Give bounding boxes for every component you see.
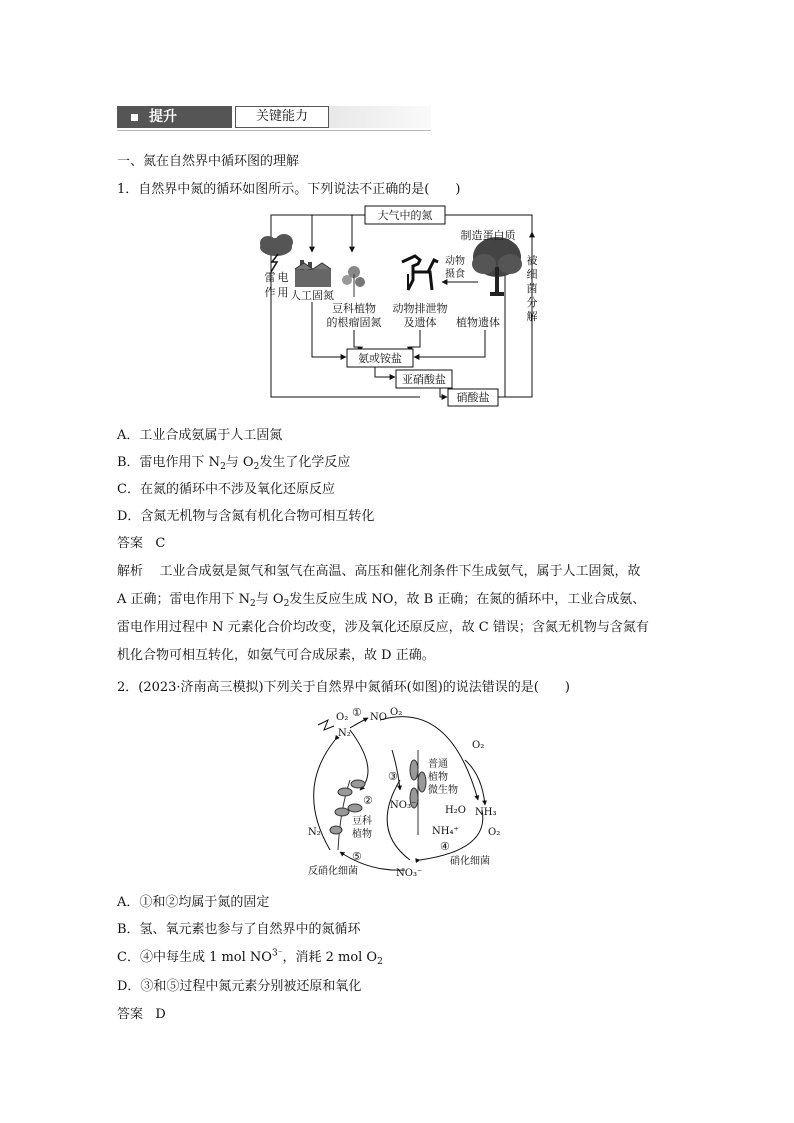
fig2-n2-left: N₂ — [308, 827, 321, 838]
legume-label-1: 豆科植物 — [332, 302, 376, 315]
excretion-label-1: 动物排泄物 — [392, 302, 448, 315]
fig2-normal-plant-2: 植物 — [428, 772, 448, 783]
excretion-label-2: 及遗体 — [403, 316, 437, 329]
bacteria-label-1: 被 — [526, 254, 538, 267]
bacteria-label-2: 细 — [526, 268, 538, 281]
fig2-h2o: H₂O — [445, 805, 466, 816]
q2-option-b: B．氢、氧元素也参与了自然界中的氮循环 — [117, 922, 361, 937]
banner-label: 关键能力 — [235, 106, 329, 128]
fig2-legume-2: 植物 — [352, 829, 372, 840]
banner-tag — [117, 106, 232, 128]
legume-plant-icon — [342, 266, 365, 297]
plant-remains-label: 植物遗体 — [456, 316, 500, 329]
bacteria-label-5: 解 — [526, 310, 538, 323]
fig2-microbe: 微生物 — [428, 785, 458, 796]
lightning-label-3: 作 — [264, 286, 276, 299]
section-banner — [117, 106, 431, 130]
q1-analysis-line-1: 解析 工业合成氨是氮气和氢气在高温、高压和催化剂条件下生成氨气，属于人工固氮，故 — [117, 564, 641, 579]
fig2-c4: ④ — [440, 840, 450, 853]
q1-option-b: B．雷电作用下 $N_2$与 $O_2$发生了化学反应 — [117, 455, 351, 472]
fig2-no3-left: NO₃⁻ — [390, 800, 417, 811]
factory-icon — [295, 260, 331, 287]
lightning-label-1: 雷 — [264, 271, 276, 284]
fig2-nh3: NH₃ — [475, 807, 497, 818]
q2-option-a: A．①和②均属于氮的固定 — [117, 895, 270, 910]
fig2-no-top: NO — [370, 712, 387, 723]
lightning-label-4: 用 — [277, 286, 289, 299]
fig2-nh4: NH₄⁺ — [432, 826, 459, 837]
q1-analysis-line-2: A 正确；雷电作用下 $N_2$与 $O_2$发生反应生成 NO，故 B 正确；在氮的循环中，工业合成氨、 — [117, 592, 646, 609]
protein-label: 制造蛋白质 — [460, 229, 516, 242]
fig2-denitrifying: 反硝化细菌 — [308, 866, 358, 877]
square-bullet-icon — [131, 114, 138, 121]
tree-icon — [472, 237, 522, 294]
q2-answer: 答案 D — [117, 1007, 166, 1022]
fig2-o2-top: O₂ — [336, 712, 349, 723]
bacteria-label-3: 菌 — [526, 282, 538, 295]
q1-answer: 答案 C — [117, 536, 166, 551]
q1-option-c: C．在氮的循环中不涉及氧化还原反应 — [117, 482, 335, 497]
bacteria-label-4: 分 — [526, 296, 538, 309]
fig2-legume-1: 豆科 — [352, 816, 372, 827]
fig2-c2: ② — [363, 794, 373, 807]
industrial-fixation-label: 人工固氮 — [290, 289, 334, 302]
q1-stem: 1．自然界中氮的循环如图所示。下列说法不正确的是( ) — [117, 182, 461, 197]
lightning-cloud-icon — [260, 234, 293, 272]
animal-eat-label-1: 动物 — [445, 256, 465, 267]
animal-eat-label-2: 摄食 — [445, 269, 465, 280]
atmosphere-label: 大气中的氮 — [377, 209, 433, 222]
q1-option-a: A．工业合成氨属于人工固氮 — [117, 428, 283, 443]
nitrogen-cycle-figure-2 — [300, 700, 510, 880]
horse-icon — [402, 256, 438, 290]
fig2-c3: ③ — [388, 770, 398, 783]
q2-option-d: D．③和⑤过程中氮元素分别被还原和氧化 — [117, 979, 362, 994]
legume-label-2: 的根瘤固氮 — [326, 316, 382, 329]
fig2-c5: ⑤ — [352, 850, 362, 863]
nitrite-label: 亚硝酸盐 — [402, 373, 446, 386]
q1-analysis-line-3: 雷电作用过程中 N 元素化合价均改变，涉及氧化还原反应，故 C 错误；含氮无机物与含氮有 — [117, 620, 649, 635]
normal-plant-icon — [410, 750, 426, 835]
fig2-o2-right: O₂ — [472, 740, 485, 751]
ammonia-label: 氨或铵盐 — [358, 352, 402, 365]
banner-shade — [329, 106, 431, 128]
q1-analysis-line-4: 机化合物可相互转化，如氨气可合成尿素，故 D 正确。 — [117, 648, 435, 663]
banner-tag-text: 提升 — [149, 109, 177, 125]
fig2-nitrifying: 硝化细菌 — [450, 856, 490, 867]
q2-option-c: C．④中每生成 1 mol $NO^{3^-}$，消耗 2 mol $O_2$ — [117, 948, 383, 967]
fig2-o2-bottom: O₂ — [488, 827, 501, 838]
q1-option-d: D．含氮无机物与含氮有机化合物可相互转化 — [117, 509, 375, 524]
fig2-n2-top: N₂ — [338, 728, 351, 739]
fig2-c1: ① — [352, 706, 362, 719]
lightning-bolt-icon — [318, 720, 334, 730]
nitrate-label: 硝酸盐 — [456, 391, 490, 404]
fig2-o2-top2: O₂ — [390, 707, 403, 718]
section-heading: 一、氮在自然界中循环图的理解 — [117, 154, 300, 169]
nitrogen-cycle-figure-1 — [250, 202, 545, 407]
banner-underline — [117, 130, 431, 131]
fig2-no3-bottom: NO₃⁻ — [396, 868, 423, 879]
lightning-label-2: 电 — [277, 271, 289, 284]
fig2-normal-plant-1: 普通 — [428, 759, 448, 770]
q2-stem: 2．(2023·济南高三模拟)下列关于自然界中氮循环(如图)的说法错误的是( ) — [117, 680, 570, 695]
